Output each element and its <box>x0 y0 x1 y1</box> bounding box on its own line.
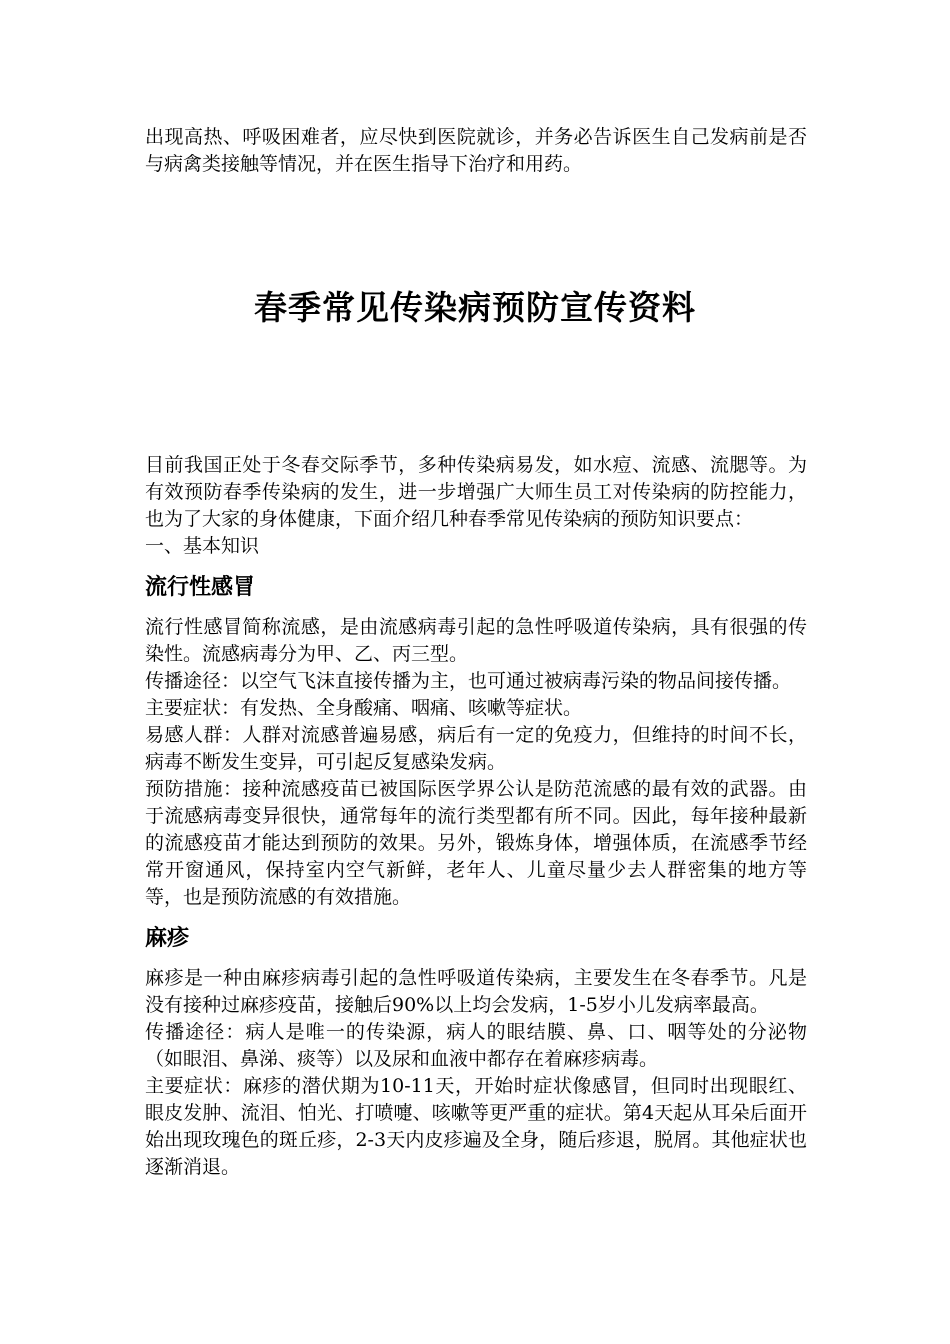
flu-paragraph: 流行性感冒简称流感，是由流感病毒引起的急性呼吸道传染病，具有很强的传染性。流感病毒分为甲、乙、丙三型。 <box>145 616 807 665</box>
page-title: 春季常见传染病预防宣传资料 <box>254 288 696 327</box>
measles-paragraph: 传播途径：病人是唯一的传染源，病人的眼结膜、鼻、口、咽等处的分泌物（如眼泪、鼻涕、痰等）以及尿和血液中都存在着麻疹病毒。 <box>145 1021 807 1070</box>
flu-paragraph: 易感人群：人群对流感普遍易感，病后有一定的免疫力，但维持的时间不长，病毒不断发生变异，可引起反复感染发病。 <box>145 724 807 773</box>
opening-paragraph: 目前我国正处于冬春交际季节，多种传染病易发，如水痘、流感、流腮等。为有效预防春季传染病的发生，进一步增强广大师生员工对传染病的防控能力，也为了大家的身体健康，下面介绍几种春季常见传染病的预防知识要点： <box>145 454 807 530</box>
flu-paragraph: 预防措施：接种流感疫苗已被国际医学界公认是防范流感的最有效的武器。由于流感病毒变异很快，通常每年的流行类型都有所不同。因此，每年接种最新的流感疫苗才能达到预防的效果。另外，锻炼身体，增强体质，在流感季节经常开窗通风，保持室内空气新鲜，老年人、儿童尽量少去人群密集的地方等等，也是预防流感的有效措施。 <box>145 778 807 908</box>
flu-paragraph: 传播途径：以空气飞沫直接传播为主，也可通过被病毒污染的物品间接传播。 <box>145 670 792 692</box>
measles-paragraph: 麻疹是一种由麻疹病毒引起的急性呼吸道传染病，主要发生在冬春季节。凡是没有接种过麻疹疫苗，接触后90%以上均会发病，1-5岁小儿发病率最高。 <box>145 967 807 1016</box>
measles-paragraph: 主要症状：麻疹的潜伏期为10-11天，开始时症状像感冒，但同时出现眼红、眼皮发肿、流泪、怕光、打喷嚏、咳嗽等更严重的症状。第4天起从耳朵后面开始出现玫瑰色的斑丘疹，2-3天内皮疹遍及全身，随后疹退，脱屑。其他症状也逐渐消退。 <box>145 1075 807 1178</box>
intro-paragraph: 出现高热、呼吸困难者，应尽快到医院就诊，并务必告诉医生自己发病前是否与病禽类接触等情况，并在医生指导下治疗和用药。 <box>145 126 807 175</box>
measles-heading: 麻疹 <box>145 926 190 951</box>
document-body <box>145 452 807 1181</box>
flu-paragraph: 主要症状：有发热、全身酸痛、咽痛、咳嗽等症状。 <box>145 697 583 719</box>
flu-heading: 流行性感冒 <box>145 575 256 600</box>
section-heading-basic-knowledge: 一、基本知识 <box>145 535 260 557</box>
